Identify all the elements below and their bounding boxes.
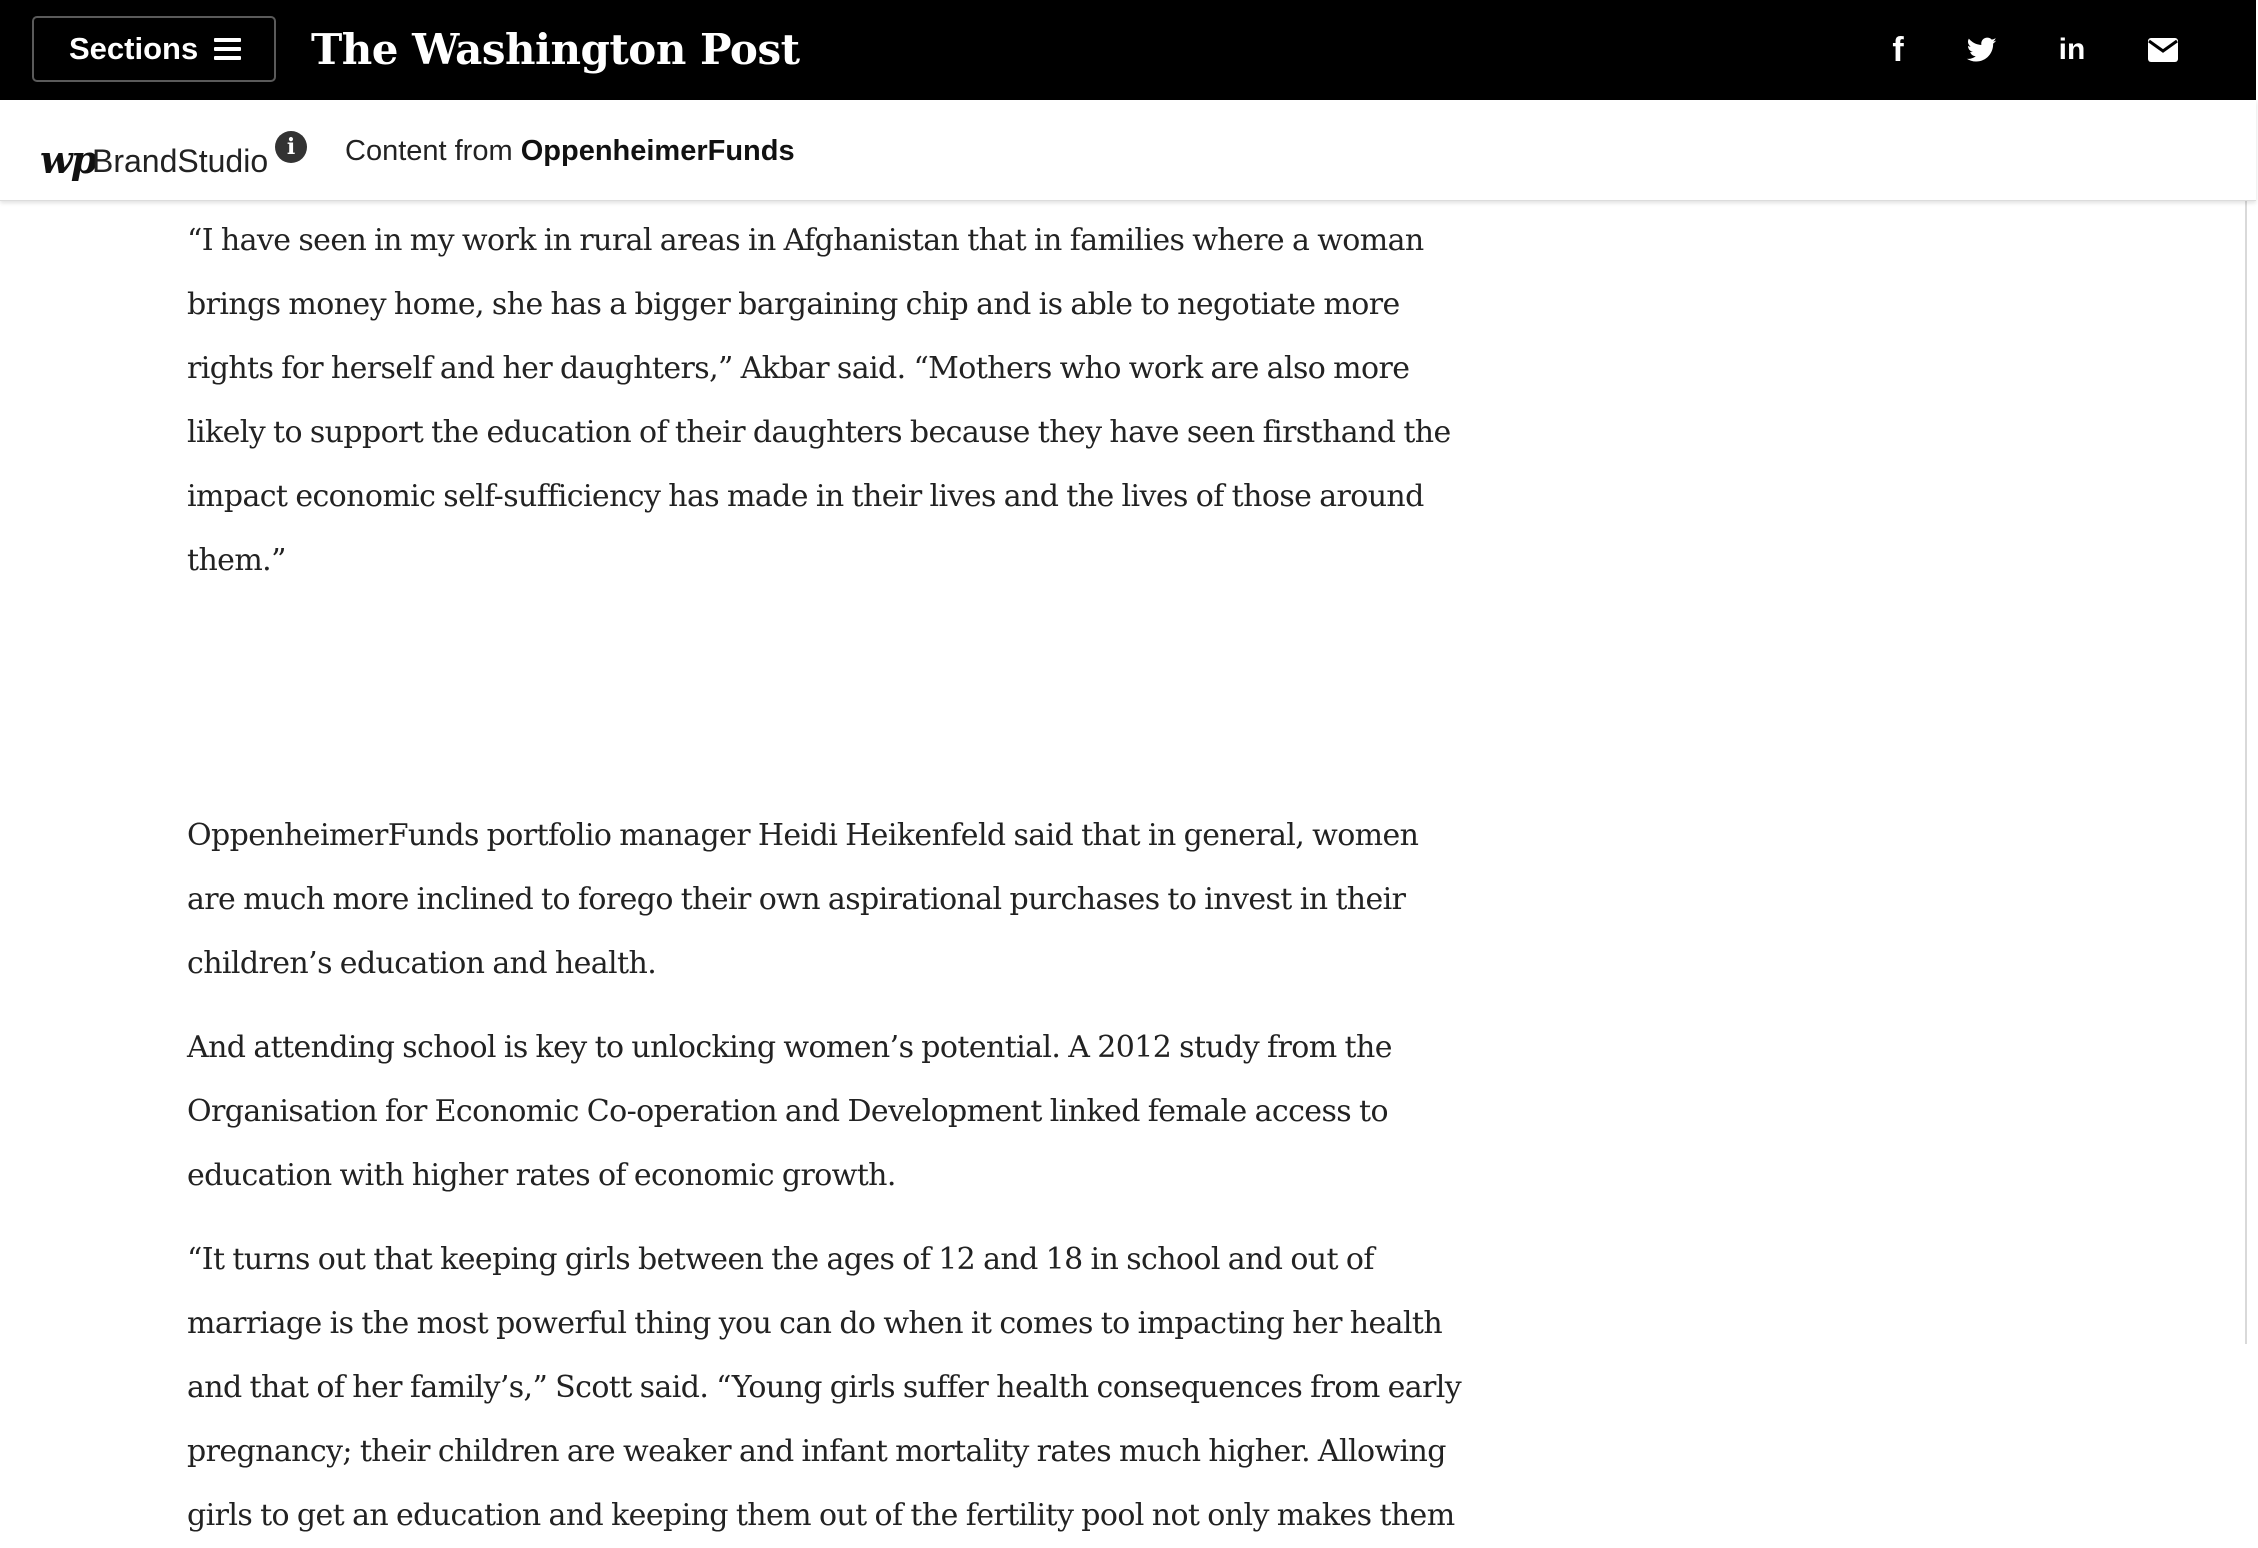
paragraph-line: are much more inclined to forego their own aspirational purchases to invest in their	[187, 882, 1406, 917]
linkedin-icon: in	[2058, 33, 2086, 66]
facebook-icon: f	[1892, 30, 1904, 69]
email-icon	[2148, 38, 2178, 62]
article-paragraph	[187, 209, 1451, 593]
paragraph-line: “I have seen in my work in rural areas in Afghanistan that in families where a woman	[187, 223, 1424, 258]
facebook-share-button[interactable]	[1880, 26, 1916, 74]
top-navigation-bar	[0, 0, 2256, 100]
email-share-button[interactable]	[2140, 26, 2186, 74]
paragraph-line: education with higher rates of economic growth.	[187, 1158, 896, 1193]
twitter-icon	[1967, 37, 1997, 63]
paragraph-line: impact economic self-sufficiency has made in their lives and the lives of those around	[187, 479, 1424, 514]
paragraph-line: marriage is the most powerful thing you can do when it comes to impacting her health	[187, 1306, 1443, 1341]
paragraph-line: And attending school is key to unlocking women’s potential. A 2012 study from the	[187, 1030, 1392, 1065]
wp-logo[interactable]: wp	[40, 137, 96, 182]
paragraph-line: pregnancy; their children are weaker and infant mortality rates much higher. Allowing	[187, 1434, 1446, 1469]
hamburger-icon	[214, 38, 241, 60]
sponsor-line	[345, 128, 795, 174]
twitter-share-button[interactable]	[1962, 26, 2002, 74]
paragraph-line: likely to support the education of their daughters because they have seen firsthand the	[187, 415, 1451, 450]
content-from-label: Content from	[345, 135, 513, 167]
article-paragraph	[187, 1228, 1461, 1548]
info-icon[interactable]: i	[275, 131, 307, 163]
page-edge-divider	[2245, 200, 2258, 1344]
brand-studio-label[interactable]: BrandStudio	[92, 143, 269, 179]
paragraph-line: and that of her family’s,” Scott said. “Young girls suffer health consequences from early	[187, 1370, 1462, 1405]
paragraph-line: them.”	[187, 543, 286, 578]
paragraph-line: OppenheimerFunds portfolio manager Heidi Heikenfeld said that in general, women	[187, 818, 1419, 853]
sections-label: Sections	[69, 31, 199, 66]
paragraph-line: children’s education and health.	[187, 946, 657, 981]
paragraph-line: “It turns out that keeping girls between the ages of 12 and 18 in school and out of	[187, 1242, 1374, 1277]
paragraph-line: girls to get an education and keeping them out of the fertility pool not only makes them	[187, 1498, 1455, 1533]
site-logo[interactable]: The Washington Post	[311, 25, 800, 74]
paragraph-line: Organisation for Economic Co-operation and Development linked female access to	[187, 1094, 1388, 1129]
paragraph-line: rights for herself and her daughters,” Akbar said. “Mothers who work are also more	[187, 351, 1410, 386]
sections-menu-button[interactable]	[32, 16, 276, 82]
article-paragraph	[187, 804, 1418, 996]
article-paragraph	[187, 1016, 1392, 1208]
brand-studio-bar	[0, 100, 2256, 201]
sponsor-name: OppenheimerFunds	[520, 135, 795, 167]
paragraph-line: brings money home, she has a bigger bargaining chip and is able to negotiate more	[187, 287, 1400, 322]
linkedin-share-button[interactable]	[2050, 26, 2094, 74]
